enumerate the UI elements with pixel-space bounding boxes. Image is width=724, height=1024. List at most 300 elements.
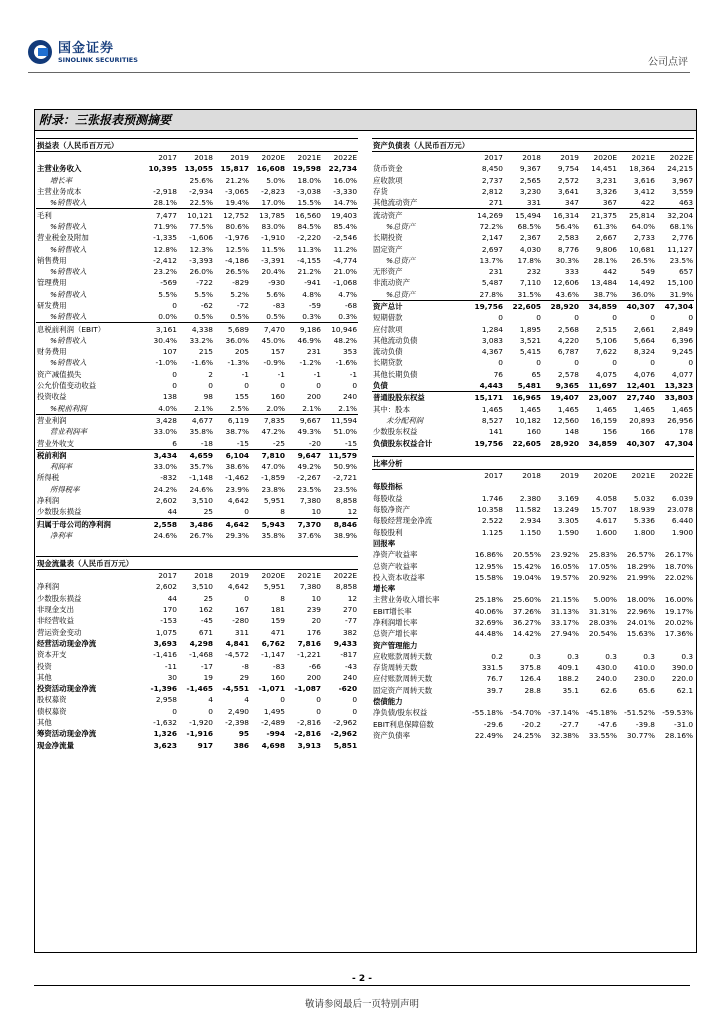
row-label: 资本开支 bbox=[37, 650, 67, 660]
cell-value: 37.6% bbox=[297, 530, 321, 540]
table-row bbox=[36, 694, 358, 705]
cell-value: 181 bbox=[270, 605, 285, 615]
cell-value: 13,055 bbox=[184, 164, 213, 174]
cell-value: 5.00% bbox=[593, 595, 617, 605]
cell-value: 77.5% bbox=[189, 221, 213, 231]
cell-value: 28.1% bbox=[153, 198, 177, 208]
cell-value bbox=[504, 538, 542, 549]
cell-value: 14,451 bbox=[591, 164, 617, 174]
cell-value: 2,515 bbox=[595, 324, 617, 334]
cell-value: 1,075 bbox=[155, 627, 177, 637]
cell-value: 4,443 bbox=[479, 381, 503, 391]
cell-value: 2.380 bbox=[519, 493, 541, 503]
cell-value: 16,560 bbox=[286, 209, 322, 221]
cell-value: 35.1 bbox=[562, 685, 579, 695]
row-label: 其他流动资产 bbox=[373, 198, 418, 208]
row-label: EBIT增长率 bbox=[373, 606, 412, 616]
table-row bbox=[372, 175, 694, 186]
row-label: 营运资金变动 bbox=[37, 627, 82, 637]
cell-value: -31.0 bbox=[673, 719, 694, 729]
table-row bbox=[372, 335, 694, 346]
cell-value: 271 bbox=[488, 198, 503, 208]
cell-value: 5.032 bbox=[633, 493, 655, 503]
cell-value: 9,367 bbox=[519, 164, 541, 174]
cell-value: -68 bbox=[345, 301, 358, 310]
cell-value: 28.8 bbox=[524, 685, 541, 695]
cell-value: 15.707 bbox=[591, 505, 617, 515]
table-row bbox=[372, 346, 694, 357]
cell-value: -2,220 bbox=[297, 233, 321, 243]
cell-value: 231 bbox=[306, 347, 321, 357]
table-row bbox=[36, 581, 358, 592]
row-label: 净负债/股东权益 bbox=[373, 708, 428, 718]
cell-value: -1,468 bbox=[189, 650, 213, 660]
cell-value bbox=[656, 583, 694, 594]
cell-value: 0 bbox=[316, 695, 321, 705]
cell-value: 31.9% bbox=[669, 289, 694, 299]
cell-value: 4,659 bbox=[178, 449, 214, 461]
row-label: 主营业务收入 bbox=[37, 164, 82, 174]
cell-value: -59 bbox=[308, 301, 321, 310]
cell-value: 71.9% bbox=[153, 221, 177, 231]
cell-value: -39.8 bbox=[635, 719, 655, 729]
row-label: 固定资产 bbox=[373, 244, 403, 254]
cell-value: 11.2% bbox=[333, 244, 358, 254]
cell-value bbox=[504, 696, 542, 707]
row-label: 增长率 bbox=[373, 584, 396, 594]
cell-value: 430.0 bbox=[595, 663, 617, 673]
cell-value bbox=[466, 481, 504, 492]
year-header: 2018 bbox=[522, 471, 541, 481]
row-label: 主营业务收入增长率 bbox=[373, 595, 440, 605]
cell-value: 9,433 bbox=[333, 638, 358, 648]
footer-divider bbox=[34, 985, 690, 986]
cell-value: 4,298 bbox=[189, 638, 213, 648]
cell-value: 25.83% bbox=[588, 550, 617, 560]
cell-value: -1,147 bbox=[261, 650, 285, 660]
cell-value: 36.0% bbox=[631, 289, 655, 299]
cell-value: 2.5% bbox=[230, 403, 249, 413]
cell-value: 16.86% bbox=[474, 550, 503, 560]
cell-value: 27.94% bbox=[550, 629, 579, 639]
cell-value: -2,398 bbox=[225, 718, 249, 727]
cell-value: 19.04% bbox=[512, 572, 541, 582]
cell-value: 26.5% bbox=[631, 255, 655, 265]
cell-value: 1,465 bbox=[633, 404, 655, 414]
table-row bbox=[372, 719, 694, 730]
cell-value: 7,810 bbox=[250, 449, 286, 461]
table-row bbox=[36, 626, 358, 637]
cell-value: 5.5% bbox=[158, 289, 177, 299]
table-row bbox=[36, 232, 358, 243]
table-row bbox=[372, 380, 694, 392]
cell-value: 20.92% bbox=[588, 572, 617, 582]
row-label: 营业利润率 bbox=[50, 427, 87, 437]
cell-value: 2.0% bbox=[266, 403, 285, 413]
table-row bbox=[36, 175, 358, 186]
cell-value: 11,594 bbox=[322, 414, 358, 426]
cell-value: 3,231 bbox=[595, 175, 617, 185]
cell-value: 4,642 bbox=[214, 518, 250, 530]
cell-value: -25 bbox=[272, 438, 285, 448]
cell-value: 10,946 bbox=[322, 323, 358, 335]
cell-value: 390.0 bbox=[671, 663, 694, 673]
cell-value: 83.0% bbox=[261, 221, 285, 231]
cell-value: 16.05% bbox=[550, 561, 579, 571]
table-row bbox=[36, 380, 358, 391]
cell-value: 25.60% bbox=[512, 595, 541, 605]
cell-value bbox=[580, 696, 618, 707]
cell-value: 0.3 bbox=[643, 651, 655, 661]
row-label: 每股指标 bbox=[373, 482, 403, 492]
row-label: 资产减值损失 bbox=[37, 369, 82, 379]
cell-value: -27.7 bbox=[559, 719, 579, 729]
cell-value: 8,324 bbox=[633, 347, 655, 357]
cell-value: 4.0% bbox=[158, 403, 177, 413]
row-label: 应付账款周转天数 bbox=[373, 674, 433, 684]
row-label: 股权募资 bbox=[37, 695, 67, 705]
cell-value bbox=[504, 583, 542, 594]
table-row bbox=[372, 437, 694, 448]
cell-value: 76 bbox=[493, 369, 503, 379]
cell-value: 5,689 bbox=[214, 323, 250, 335]
cell-value: -4,572 bbox=[225, 650, 249, 660]
cell-value: 0 bbox=[172, 369, 177, 379]
cell-value: -1,416 bbox=[153, 650, 177, 660]
cell-value: -45 bbox=[200, 616, 213, 626]
cell-value: 72.2% bbox=[479, 221, 503, 231]
cell-value: 15,100 bbox=[667, 278, 694, 288]
cell-value bbox=[580, 583, 618, 594]
row-label: 研发费用 bbox=[37, 301, 67, 310]
cell-value: -54.70% bbox=[510, 708, 541, 718]
cell-value: 13,484 bbox=[591, 278, 617, 288]
table-row bbox=[372, 606, 694, 617]
table-row bbox=[372, 426, 694, 437]
row-label: 应收账款周转天数 bbox=[373, 651, 433, 661]
year-header: 2020E bbox=[261, 153, 285, 163]
cell-value: -1,910 bbox=[261, 233, 285, 243]
cell-value: 31.31% bbox=[588, 606, 617, 616]
table-row bbox=[372, 300, 694, 312]
cell-value: -51.52% bbox=[624, 708, 655, 718]
cell-value: -153 bbox=[160, 616, 177, 626]
cell-value: 40,307 bbox=[626, 438, 655, 448]
cell-value: 22.96% bbox=[626, 606, 655, 616]
cell-value: -0.9% bbox=[263, 358, 285, 368]
cell-value: 3.305 bbox=[557, 516, 579, 526]
cell-value: 3,559 bbox=[671, 187, 694, 197]
cell-value: 22,605 bbox=[512, 438, 541, 448]
cell-value: 21.2% bbox=[297, 267, 321, 277]
table-row bbox=[36, 615, 358, 626]
cell-value: 24.6% bbox=[189, 484, 213, 494]
cell-value: -832 bbox=[160, 473, 177, 483]
row-label: 存货周转天数 bbox=[373, 663, 418, 673]
cell-value: -59.53% bbox=[662, 708, 694, 718]
cell-value: 17.0% bbox=[261, 198, 285, 208]
cell-value: 3,967 bbox=[671, 175, 694, 185]
cell-value: 23.5% bbox=[297, 484, 321, 494]
cell-value: 138 bbox=[162, 392, 177, 402]
cell-value: 10,681 bbox=[629, 244, 655, 254]
cell-value: 410.0 bbox=[633, 663, 655, 673]
row-label: 偿债能力 bbox=[373, 697, 403, 707]
cell-value: 21.15% bbox=[550, 595, 579, 605]
cell-value: 25 bbox=[203, 593, 213, 603]
cell-value: 160 bbox=[270, 392, 285, 402]
company-logo bbox=[28, 40, 138, 64]
table-row bbox=[372, 560, 694, 571]
cell-value: 2,558 bbox=[142, 518, 178, 530]
cell-value bbox=[618, 639, 656, 650]
cell-value: 4 bbox=[244, 695, 249, 705]
cell-value: 47,304 bbox=[656, 300, 694, 312]
cell-value: 32.69% bbox=[474, 618, 503, 627]
cell-value: 12,752 bbox=[214, 209, 250, 221]
cell-value: 23,007 bbox=[580, 392, 618, 404]
cell-value: 15.42% bbox=[512, 561, 541, 571]
cell-value: 5,487 bbox=[481, 278, 503, 288]
cell-value: 5,481 bbox=[517, 381, 541, 391]
cell-value: -1,920 bbox=[189, 718, 213, 727]
cell-value: 80.6% bbox=[225, 221, 249, 231]
table-row bbox=[36, 197, 358, 209]
cell-value: -29.6 bbox=[483, 719, 503, 729]
cell-value: -15 bbox=[345, 438, 358, 448]
cell-value: 20.55% bbox=[512, 550, 541, 560]
row-label: 未分配利润 bbox=[386, 415, 423, 425]
cell-value: 35.7% bbox=[189, 462, 213, 472]
cell-value: 5.336 bbox=[633, 516, 655, 526]
row-label: 财务费用 bbox=[37, 347, 67, 357]
cell-value: 62.6 bbox=[600, 685, 617, 695]
cell-value: 8,858 bbox=[335, 496, 358, 506]
cell-value: 3,486 bbox=[178, 518, 214, 530]
cell-value: -3,391 bbox=[261, 255, 285, 265]
cell-value: -2,267 bbox=[297, 473, 321, 483]
cell-value: -1,087 bbox=[294, 684, 321, 694]
table-row bbox=[372, 392, 694, 404]
cell-value: 2.522 bbox=[481, 516, 503, 526]
cell-value: 4,076 bbox=[633, 369, 655, 379]
cell-value: 10,395 bbox=[148, 164, 177, 174]
cell-value: 36.27% bbox=[512, 618, 541, 627]
cell-value: 9,667 bbox=[286, 414, 322, 426]
table-row bbox=[36, 255, 358, 266]
cell-value: 353 bbox=[342, 347, 358, 357]
table-row bbox=[372, 369, 694, 380]
year-header: 2017 bbox=[158, 153, 177, 163]
cell-value: 23.2% bbox=[153, 267, 177, 277]
cell-value: 19,598 bbox=[292, 164, 321, 174]
table-row bbox=[372, 232, 694, 243]
cell-value: 0.3 bbox=[681, 651, 694, 661]
cell-value: 4,677 bbox=[178, 414, 214, 426]
table-row bbox=[372, 481, 694, 492]
cell-value: 3,510 bbox=[191, 582, 213, 592]
cell-value: 25,814 bbox=[618, 209, 656, 221]
cell-value: -2,934 bbox=[189, 187, 213, 197]
table-row bbox=[36, 437, 358, 449]
year-header: 2017 bbox=[158, 571, 177, 581]
row-label: %总资产 bbox=[386, 255, 416, 265]
cell-value: 4,077 bbox=[671, 369, 694, 379]
cell-value: -1 bbox=[349, 369, 358, 379]
cell-value: 14.42% bbox=[512, 629, 541, 639]
row-label: 少数股东损益 bbox=[37, 507, 82, 517]
cell-value: 22,734 bbox=[328, 164, 358, 174]
cell-value: 17.05% bbox=[588, 561, 617, 571]
row-label: 无形资产 bbox=[373, 267, 403, 277]
row-label: 债权募资 bbox=[37, 706, 67, 716]
cell-value: 23.078 bbox=[667, 505, 694, 515]
table-row bbox=[36, 414, 358, 426]
cell-value: 18.70% bbox=[664, 561, 694, 571]
cell-value: 2.934 bbox=[519, 516, 541, 526]
cell-value: 5,415 bbox=[519, 347, 541, 357]
cell-value bbox=[504, 639, 542, 650]
row-label: 流动资产 bbox=[372, 209, 466, 221]
table-row bbox=[36, 369, 358, 380]
cell-value: 6,104 bbox=[214, 449, 250, 461]
row-label: 回报率 bbox=[373, 538, 396, 548]
cell-value: 0 bbox=[244, 507, 249, 517]
cell-value: 10 bbox=[311, 593, 321, 603]
cell-value: -1.3% bbox=[227, 358, 249, 368]
cell-value: 1.600 bbox=[595, 527, 617, 537]
cell-value: 22.5% bbox=[189, 198, 213, 208]
cell-value bbox=[466, 538, 504, 549]
cell-value: 2,147 bbox=[481, 233, 503, 243]
cell-value: 6,762 bbox=[261, 638, 285, 648]
cell-value: 331.5 bbox=[481, 663, 503, 673]
cell-value: -941 bbox=[304, 278, 321, 288]
cell-value: 0 bbox=[208, 706, 213, 716]
cell-value: 0 bbox=[208, 381, 213, 391]
cell-value: 25.6% bbox=[189, 175, 213, 185]
table-row bbox=[372, 415, 694, 426]
cell-value: 49.2% bbox=[297, 462, 321, 472]
cell-value: 33.55% bbox=[588, 730, 617, 740]
cell-value: 24.2% bbox=[153, 484, 177, 494]
cell-value: 0 bbox=[280, 695, 285, 705]
cell-value: -62 bbox=[200, 301, 213, 310]
cell-value: 14,492 bbox=[629, 278, 655, 288]
table-row bbox=[372, 493, 694, 504]
appendix-title: 附录：三张报表预测摘要 bbox=[35, 110, 696, 131]
cell-value: 2,697 bbox=[481, 244, 503, 254]
table-row bbox=[372, 209, 694, 221]
cell-value: 16,314 bbox=[542, 209, 580, 221]
cell-value: 20.4% bbox=[261, 267, 285, 277]
cell-value: 15,494 bbox=[504, 209, 542, 221]
cell-value: 7,380 bbox=[299, 582, 321, 592]
table-row bbox=[36, 604, 358, 615]
cell-value: 38.7% bbox=[593, 289, 617, 299]
cell-value: 0 bbox=[612, 358, 617, 368]
cell-value: 11.582 bbox=[515, 505, 541, 515]
cell-value bbox=[656, 538, 694, 549]
row-label: 息税前利润（EBIT） bbox=[36, 323, 142, 335]
cell-value: 19,407 bbox=[542, 392, 580, 404]
row-label: 其他长期负债 bbox=[373, 369, 418, 379]
cell-value: -994 bbox=[266, 729, 285, 739]
cell-value: 442 bbox=[602, 267, 617, 277]
cell-value: -1,148 bbox=[189, 473, 213, 483]
table-title: 损益表（人民币百万元） bbox=[36, 139, 358, 152]
cell-value: 31.5% bbox=[517, 289, 541, 299]
cell-value: -2,546 bbox=[333, 233, 358, 243]
cell-value: 12,606 bbox=[553, 278, 579, 288]
cell-value: 0 bbox=[650, 358, 655, 368]
cell-value: 20 bbox=[311, 616, 321, 626]
cell-value: 0 bbox=[650, 313, 655, 323]
row-label: 投资活动现金净流 bbox=[37, 684, 97, 694]
cell-value: 157 bbox=[270, 347, 285, 357]
cell-value: 375.8 bbox=[519, 663, 541, 673]
cell-value: -280 bbox=[232, 616, 249, 626]
cell-value: 7,380 bbox=[299, 496, 321, 506]
cell-value: 331 bbox=[526, 198, 541, 208]
cell-value: -1.0% bbox=[155, 358, 177, 368]
row-label: 每股净资产 bbox=[373, 505, 410, 515]
table-row bbox=[36, 323, 358, 335]
cell-value: 85.4% bbox=[333, 221, 358, 231]
logo-chinese-name: 国金证券 bbox=[58, 40, 115, 56]
cell-value: 7,470 bbox=[250, 323, 286, 335]
year-header: 2022E bbox=[669, 471, 694, 481]
cell-value: 1,465 bbox=[595, 404, 617, 414]
cell-value: -1,396 bbox=[150, 684, 177, 694]
table-row bbox=[372, 526, 694, 537]
cell-value bbox=[142, 175, 178, 186]
cell-value: -722 bbox=[196, 278, 213, 288]
table-row bbox=[36, 163, 358, 174]
cell-value: 26,956 bbox=[667, 415, 694, 425]
cell-value: 23.92% bbox=[550, 550, 579, 560]
row-label: %总资产 bbox=[386, 221, 416, 231]
cell-value: 0.3 bbox=[567, 651, 579, 661]
cell-value: 5,664 bbox=[633, 335, 655, 345]
table-row bbox=[372, 404, 694, 415]
cell-value: 84.5% bbox=[297, 221, 321, 231]
table-row bbox=[372, 594, 694, 605]
cell-value: 2,568 bbox=[557, 324, 579, 334]
cell-value: 4.058 bbox=[595, 493, 617, 503]
cell-value: 463 bbox=[678, 198, 694, 208]
cell-value: -2,816 bbox=[294, 729, 321, 739]
table-row bbox=[372, 572, 694, 583]
row-label: 其他 bbox=[37, 672, 52, 682]
cell-value: 141 bbox=[488, 427, 503, 437]
cell-value bbox=[618, 696, 656, 707]
cell-value: 10,121 bbox=[178, 209, 214, 221]
row-label: 管理费用 bbox=[37, 278, 67, 288]
cell-value: 4.617 bbox=[595, 516, 617, 526]
cell-value: 20.54% bbox=[588, 629, 617, 639]
cell-value: -77 bbox=[345, 616, 358, 626]
cell-value: 0 bbox=[688, 313, 694, 323]
table-row bbox=[36, 484, 358, 495]
row-label: 营业外收支 bbox=[37, 438, 74, 448]
cell-value: 62.1 bbox=[676, 685, 694, 695]
cell-value: 19.4% bbox=[225, 198, 249, 208]
row-label: 其中：股本 bbox=[373, 404, 410, 414]
cell-value: 0 bbox=[172, 301, 177, 310]
table-row bbox=[36, 449, 358, 461]
table-row bbox=[372, 289, 694, 301]
